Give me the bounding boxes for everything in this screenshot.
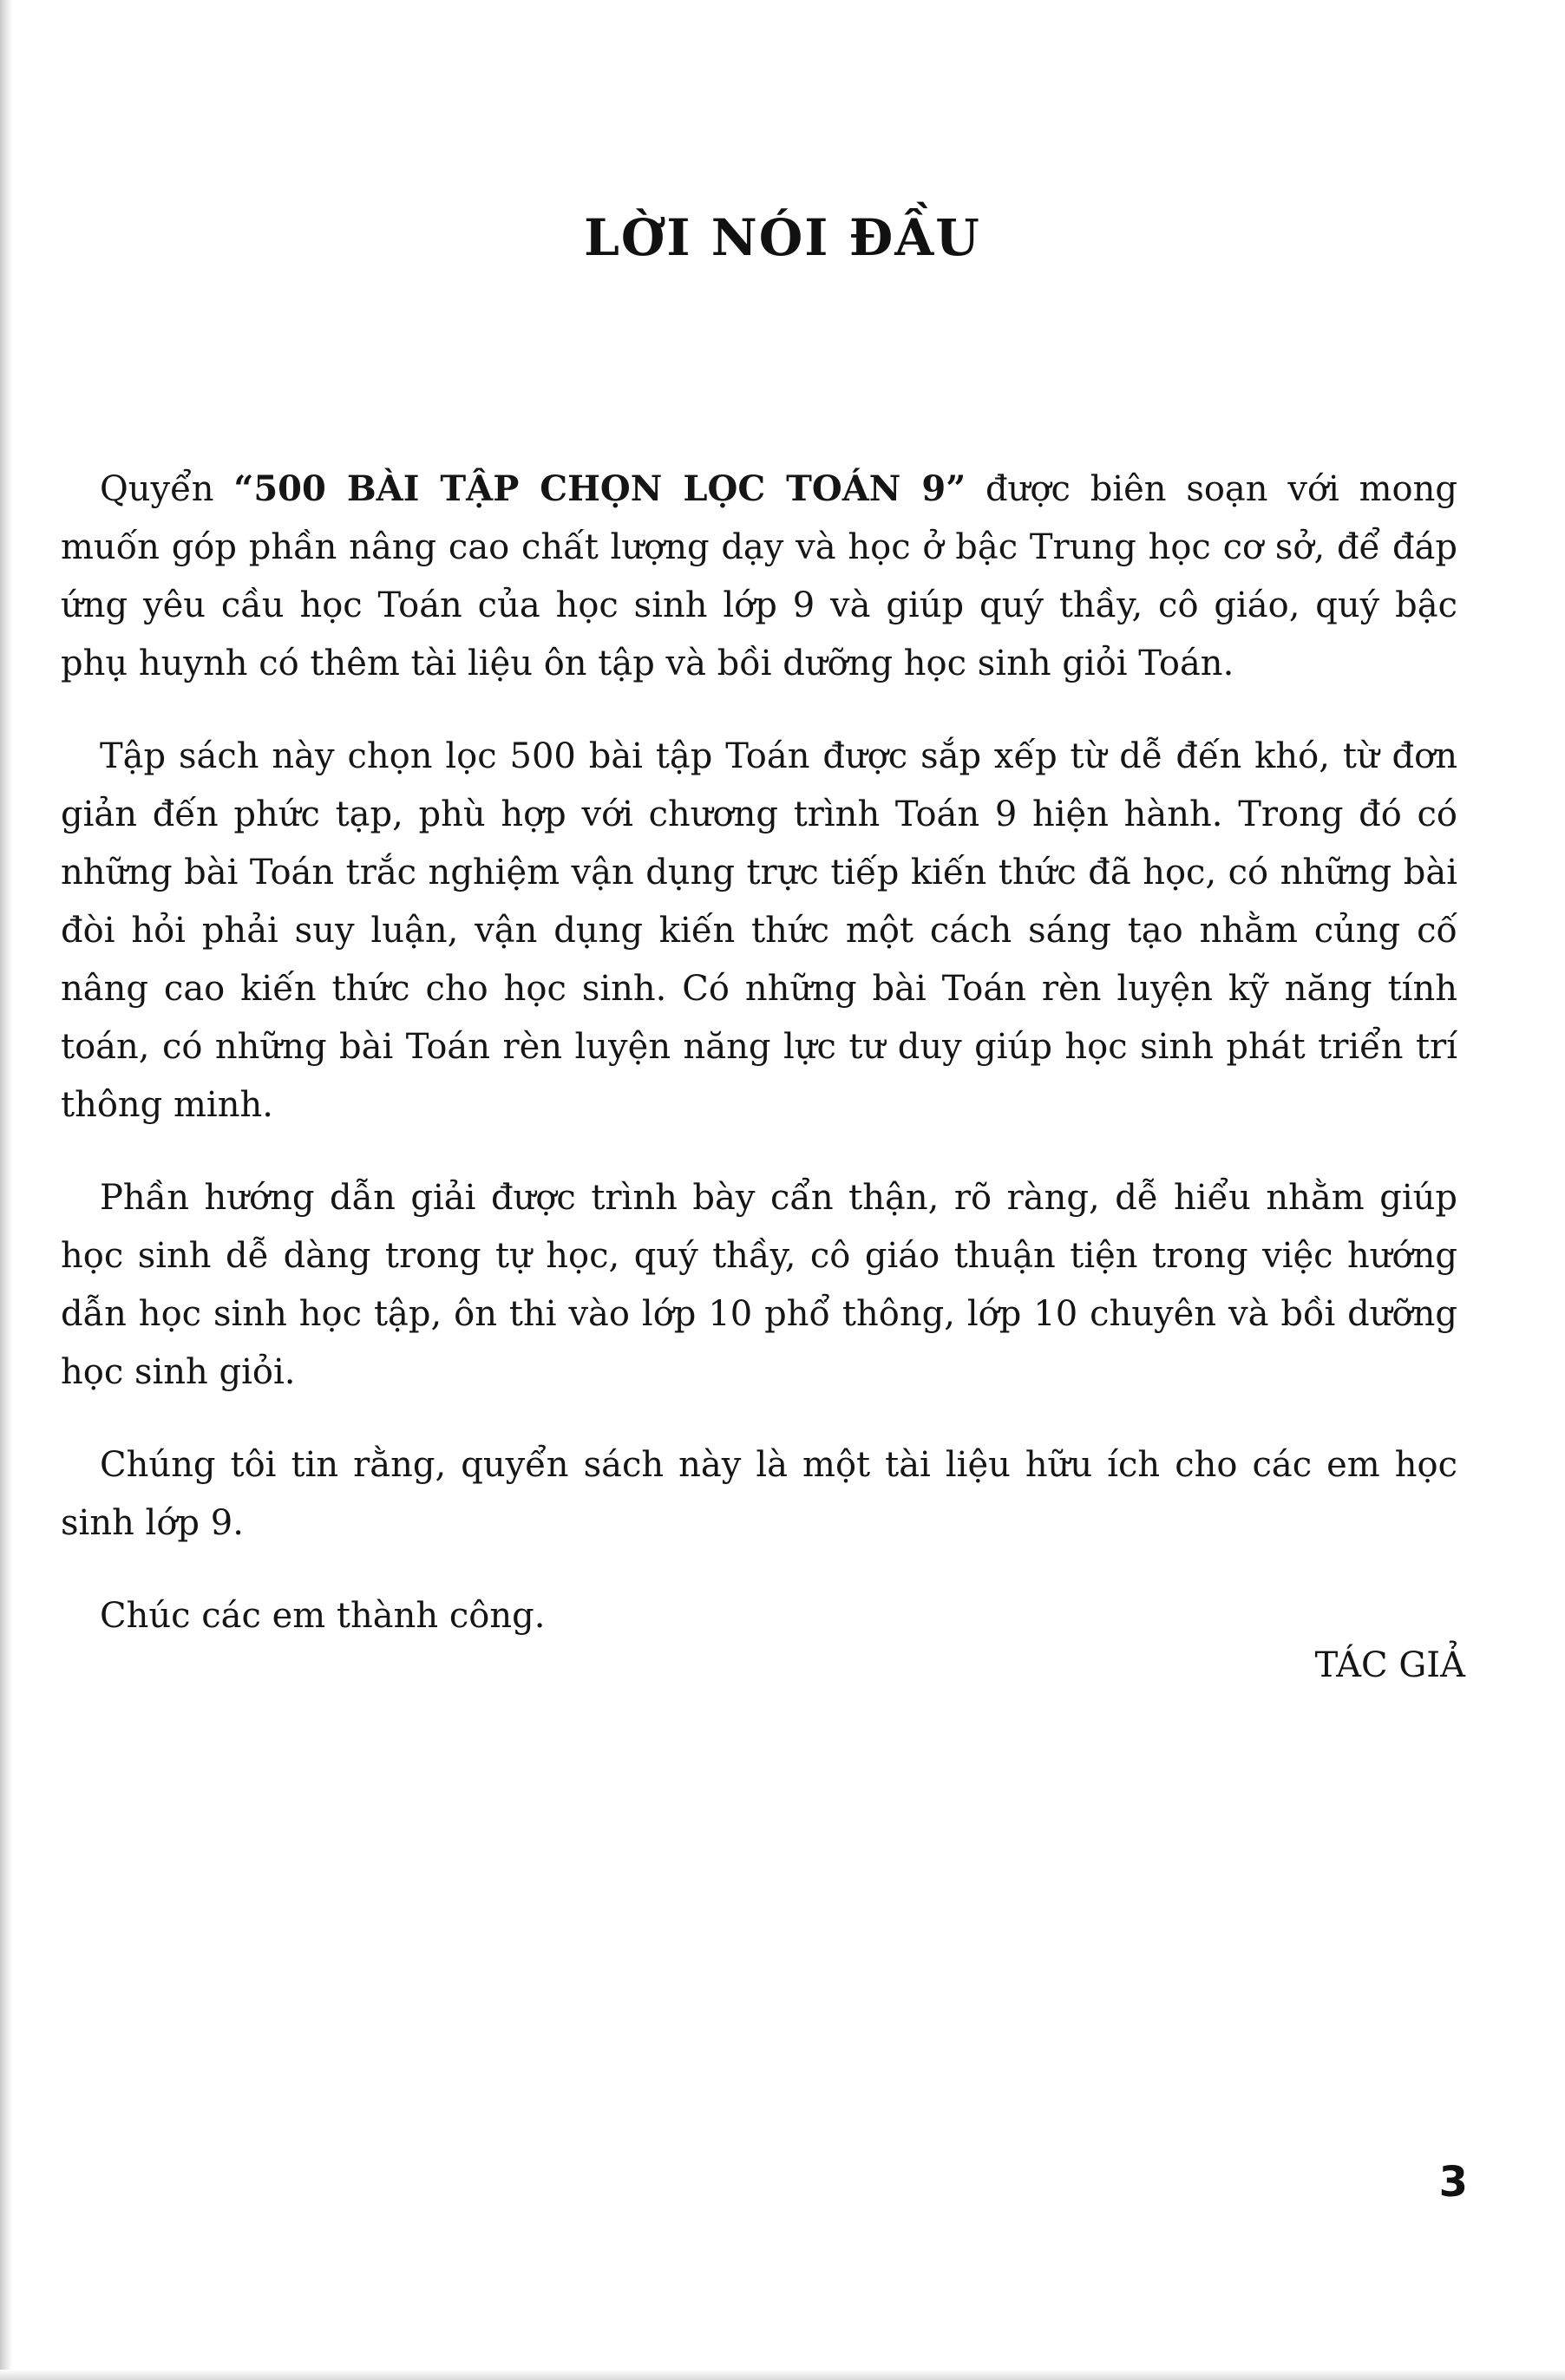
intro-lead-text: Quyển — [100, 469, 234, 509]
page-title: LỜI NÓI ĐẦU — [584, 208, 981, 267]
page-bottom-shadow — [0, 2370, 1565, 2380]
paragraph-solutions: Phần hướng dẫn giải được trình bày cẩn thận, rõ ràng, dễ hiểu nhằm giúp học sinh dễ dàng trong tự học, quý thầy, cô giáo thuận tiện trong việc hướng dẫn học sinh học tập, ôn thi vào lớp 10 phổ thông, lớp 10 chuyên và bồi dưỡng học sinh giỏi. — [61, 1178, 1457, 1392]
page-binding-shadow — [0, 0, 12, 2380]
paragraph-intro — [61, 460, 1457, 693]
page-number: 3 — [1438, 2158, 1468, 2207]
author-signature: TÁC GIẢ — [1314, 1645, 1465, 1685]
paragraph-wishes: Chúc các em thành công. — [100, 1596, 546, 1636]
intro-rest-text: được biên soạn với mong muốn góp phần nâng cao chất lượng dạy và học ở bậc Trung học cơ sở, để đáp ứng yêu cầu học Toán của học sinh lớp 9 và giúp quý thầy, cô giáo, quý bậc phụ huynh có thêm tài liệu ôn tập và bồi dưỡng học sinh giỏi Toán. — [61, 469, 1457, 683]
paragraph-belief: Chúng tôi tin rằng, quyển sách này là một tài liệu hữu ích cho các em học sinh lớp 9. — [61, 1445, 1457, 1543]
paragraph-content: Tập sách này chọn lọc 500 bài tập Toán được sắp xếp từ dễ đến khó, từ đơn giản đến phức tạp, phù hợp với chương trình Toán 9 hiện hành. Trong đó có những bài Toán trắc nghiệm vận dụng trực tiếp kiến thức đã học, có những bài đòi hỏi phải suy luận, vận dụng kiến thức một cách sáng tạo nhằm củng cố nâng cao kiến thức cho học sinh. Có những bài Toán rèn luyện kỹ năng tính toán, có những bài Toán rèn luyện năng lực tư duy giúp học sinh phát triển trí thông minh. — [61, 736, 1457, 1125]
book-title-emphasis: “500 BÀI TẬP CHỌN LỌC TOÁN 9” — [233, 468, 966, 509]
preface-body — [61, 460, 1457, 1680]
